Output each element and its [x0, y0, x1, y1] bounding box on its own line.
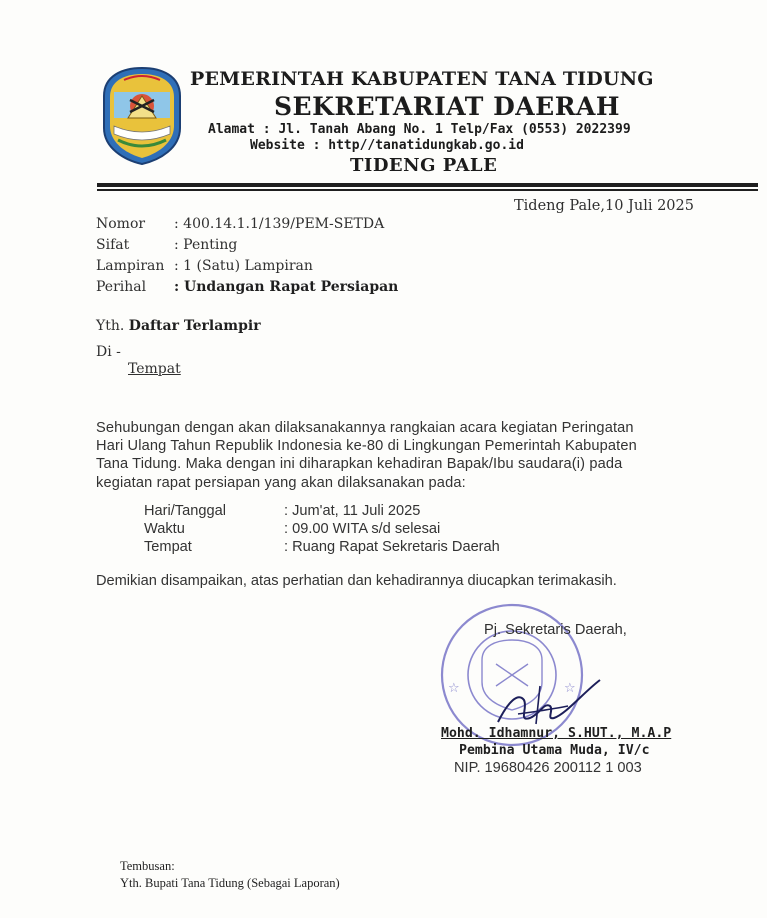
handwritten-signature	[488, 672, 608, 734]
cc-item: Yth. Bupati Tana Tidung (Sebagai Laporan)	[120, 876, 340, 890]
recipient-line	[96, 318, 261, 334]
body-paragraph	[96, 419, 736, 492]
body-line: Tana Tidung. Maka dengan ini diharapkan kehadiran Bapak/Ibu saudara(i) pada	[96, 456, 623, 473]
body-line: Hari Ulang Tahun Republik Indonesia ke-80 di Lingkungan Pemerintah Kabupaten	[96, 438, 637, 455]
detail-row-date	[144, 502, 500, 520]
letterhead-website: Website : http//tanatidungkab.go.id	[250, 138, 524, 153]
meta-value: : 400.14.1.1/139/PEM-SETDA	[174, 216, 385, 232]
signatory-title: Pj. Sekretaris Daerah,	[484, 622, 627, 638]
body-line: Sehubungan dengan akan dilaksanakannya rangkaian acara kegiatan Peringatan	[96, 420, 634, 436]
letter-meta	[96, 214, 398, 298]
meta-label: Lampiran	[96, 258, 165, 274]
signatory-nip: NIP. 19680426 200112 1 003	[454, 760, 642, 776]
letter-date: Tideng Pale,10 Juli 2025	[514, 198, 694, 214]
meta-row-nomor	[96, 214, 398, 235]
meta-label: Perihal	[96, 279, 147, 295]
meta-row-lampiran	[96, 256, 398, 277]
svg-text:☆: ☆	[564, 681, 576, 696]
letterhead-secretariat: SEKRETARIAT DAERAH	[274, 92, 621, 121]
body-line: kegiatan rapat persiapan yang akan dilaksanakan pada:	[96, 474, 466, 491]
detail-value: : Jum'at, 11 Juli 2025	[284, 503, 421, 519]
letterhead-government: PEMERINTAH KABUPATEN TANA TIDUNG	[190, 68, 654, 90]
meeting-details	[144, 502, 500, 556]
svg-text:☆: ☆	[448, 681, 460, 696]
detail-value: : 09.00 WITA s/d selesai	[284, 521, 441, 537]
recipient-prefix: Yth.	[96, 318, 125, 334]
detail-row-place	[144, 538, 500, 556]
signatory-name: Mohd. Idhamnur, S.HUT., M.A.P	[441, 726, 672, 741]
closing-sentence: Demikian disampaikan, atas perhatian dan kehadirannya diucapkan terimakasih.	[96, 573, 617, 589]
recipient-name: Daftar Terlampir	[128, 318, 261, 334]
detail-row-time	[144, 520, 500, 538]
recipient-di: Di -	[96, 344, 121, 360]
detail-label: Tempat	[144, 539, 192, 555]
detail-label: Hari/Tanggal	[144, 503, 226, 519]
signatory-rank: Pembina Utama Muda, IV/c	[459, 743, 650, 758]
letterhead-divider-thin	[97, 189, 758, 191]
letterhead-divider-thick	[97, 183, 758, 187]
meta-label: Sifat	[96, 237, 130, 253]
detail-label: Waktu	[144, 521, 185, 537]
meta-row-sifat	[96, 235, 398, 256]
meta-label: Nomor	[96, 216, 146, 232]
meta-value-subject: : Undangan Rapat Persiapan	[174, 279, 399, 295]
recipient-place: Tempat	[128, 361, 181, 377]
meta-value: : Penting	[174, 237, 238, 253]
letterhead-address: Alamat : Jl. Tanah Abang No. 1 Telp/Fax (0553) 2022399	[208, 122, 631, 137]
detail-value: : Ruang Rapat Sekretaris Daerah	[284, 539, 500, 555]
meta-value: : 1 (Satu) Lampiran	[174, 258, 313, 274]
regency-logo	[100, 66, 184, 166]
meta-row-perihal	[96, 277, 398, 298]
cc-label: Tembusan:	[120, 859, 175, 873]
letterhead-city: TIDENG PALE	[350, 155, 498, 176]
